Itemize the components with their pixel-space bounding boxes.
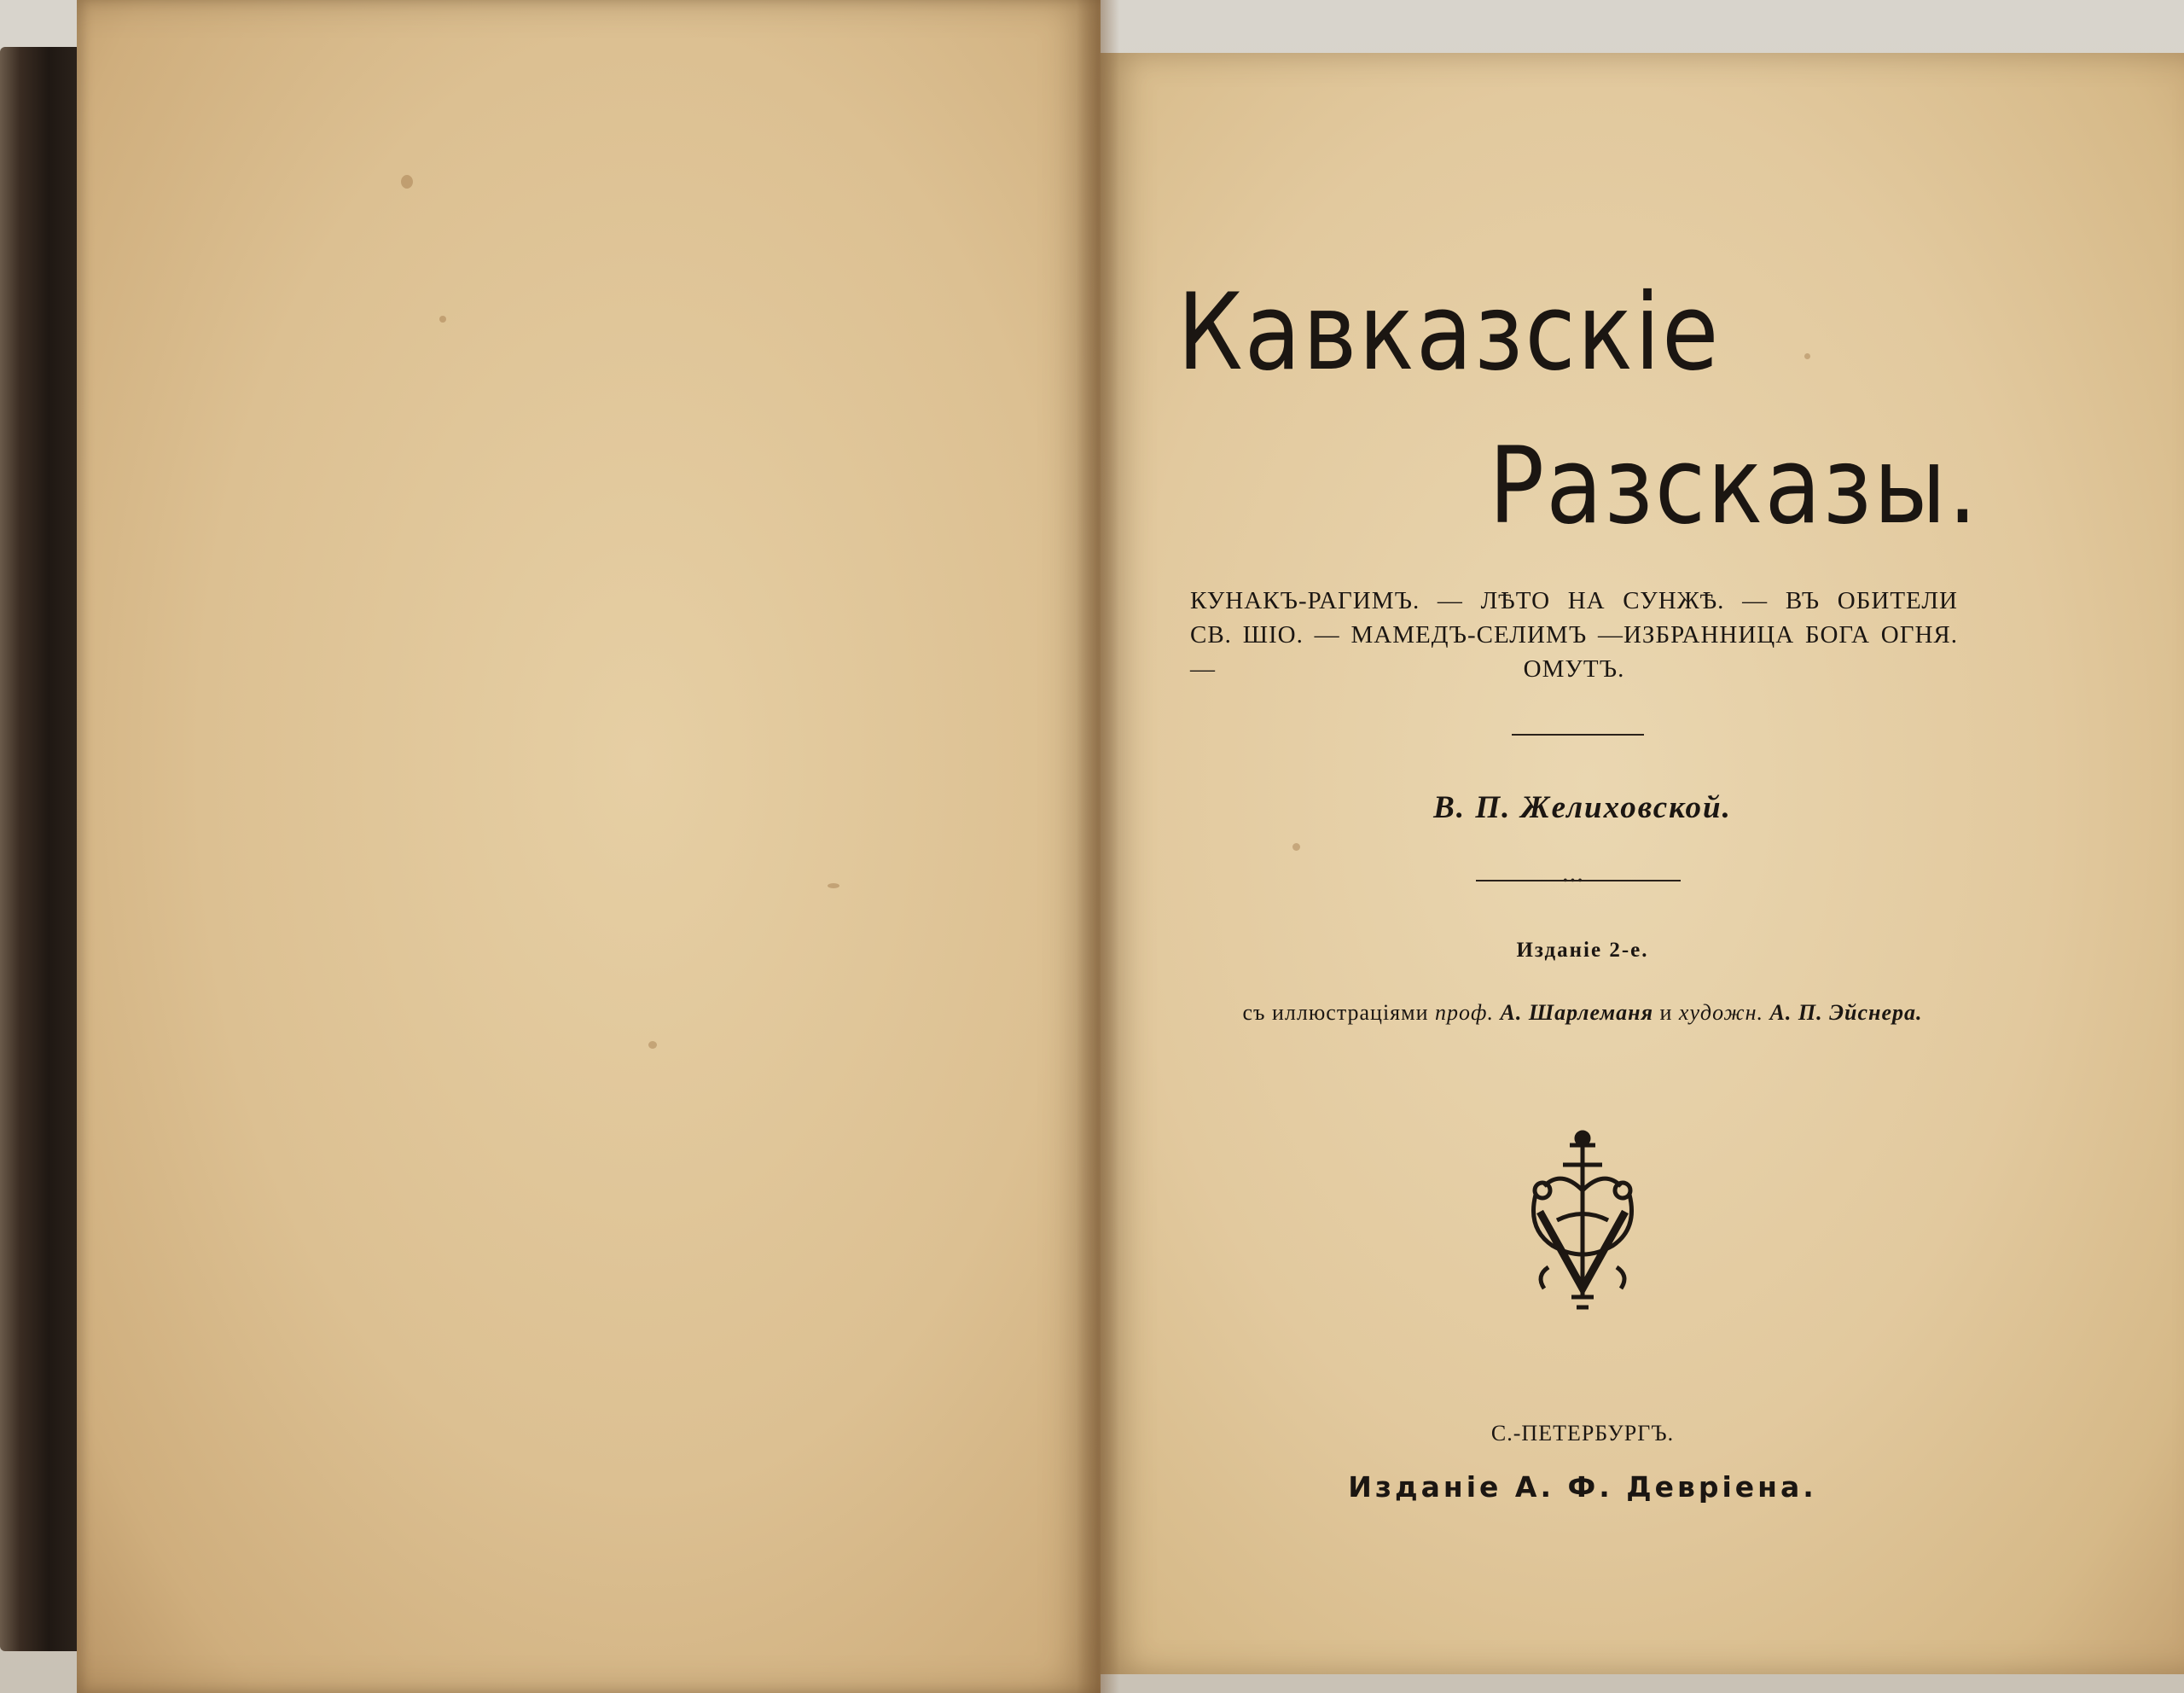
title-line-1: Кавказскіе <box>1177 271 1721 394</box>
book-gutter <box>1077 0 1119 1693</box>
foxing-spot <box>1292 843 1300 851</box>
author-name: В. П. Желиховской. <box>1433 790 1732 825</box>
ornament-dots: ••• <box>1563 874 1585 888</box>
divider-rule <box>1512 734 1644 736</box>
illus-khudozhn: художн. <box>1678 1000 1764 1025</box>
illus-artist-1: А. Шарлеманя <box>1500 1000 1653 1025</box>
publication-place: С.-ПЕТЕРБУРГЪ. <box>1490 1421 1675 1446</box>
stories-line-3: ОМУТЪ. <box>1523 655 1625 683</box>
edition-label: Изданіе 2-е. <box>1516 939 1649 962</box>
foxing-spot <box>1804 353 1810 359</box>
illus-artist-2: А. П. Эйснера. <box>1769 1000 1923 1025</box>
stories-line-1: КУНАКЪ-РАГИМЪ. — ЛѢТО НА СУНЖѢ. — ВЪ ОБИТЕЛИ <box>1190 587 1958 614</box>
book-cover-left <box>0 47 81 1651</box>
publisher-monogram-emblem <box>1519 1126 1647 1314</box>
foxing-spot <box>401 175 413 189</box>
foxing-spot <box>648 1041 657 1049</box>
foxing-spot <box>439 316 446 323</box>
illus-prof: проф. <box>1435 1000 1494 1025</box>
illustrations-credit <box>1177 1000 1988 1026</box>
illus-prefix: съ иллюстраціями <box>1242 1000 1429 1025</box>
illus-conj: и <box>1659 1000 1673 1025</box>
foxing-spot <box>828 883 839 888</box>
left-blank-page <box>77 0 1101 1693</box>
stories-line-2: СВ. ШІО. — МАМЕДЪ-СЕЛИМЪ —ИЗБРАННИЦА БОГА ОГНЯ.— <box>1190 621 1958 683</box>
title-line-2: Разсказы. <box>1489 425 1979 548</box>
publisher-name: Изданіе А. Ф. Девріена. <box>1348 1470 1817 1504</box>
